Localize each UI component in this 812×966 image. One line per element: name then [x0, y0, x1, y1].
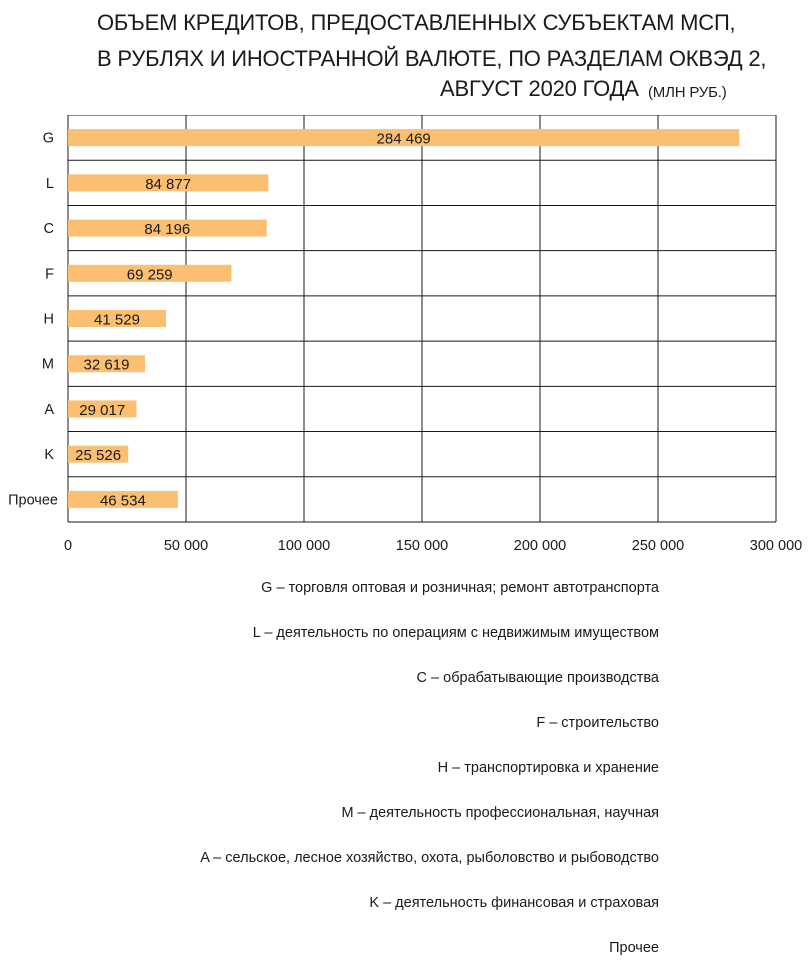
- category-label: C: [43, 221, 54, 238]
- bar-value-label: 84 877: [145, 175, 192, 193]
- legend-item-h: H – транспортировка и хранение: [437, 760, 659, 776]
- title-unit: (МЛН РУБ.): [648, 84, 727, 101]
- legend-item-k: K – деятельность финансовая и страховая: [369, 895, 659, 911]
- x-tick-label: 150 000: [395, 538, 449, 554]
- category-label: H: [43, 311, 54, 328]
- bar-value-label: 69 259: [126, 266, 173, 284]
- title-line-2: В РУБЛЯХ И ИНОСТРАННОЙ ВАЛЮТЕ, ПО РАЗДЕЛАМ ОКВЭД 2,: [97, 46, 767, 71]
- category-label: A: [44, 401, 54, 418]
- bar-value-label: 284 469: [376, 130, 431, 148]
- bar-value-label: 84 196: [144, 221, 191, 239]
- bar-value-label: 29 017: [79, 401, 126, 419]
- bar-value-label: 32 619: [83, 356, 130, 374]
- title-line-1: ОБЪЕМ КРЕДИТОВ, ПРЕДОСТАВЛЕННЫХ СУБЪЕКТАМ МСП,: [97, 10, 736, 35]
- legend-item-a: A – сельское, лесное хозяйство, охота, рыболовство и рыбоводство: [200, 850, 659, 866]
- legend-item-m: M – деятельность профессиональная, научная: [341, 805, 659, 821]
- category-label: K: [44, 447, 54, 464]
- x-tick-label: 250 000: [631, 538, 685, 554]
- legend-item-c: C – обрабатывающие производства: [416, 670, 659, 686]
- x-tick-label: 300 000: [749, 538, 803, 554]
- bar-value-label: 41 529: [94, 311, 140, 329]
- legend-item-other: Прочее: [609, 940, 659, 956]
- category-label: Прочее: [8, 492, 58, 509]
- x-tick-label: 200 000: [513, 538, 567, 554]
- category-label: G: [42, 130, 54, 147]
- category-label: L: [45, 175, 54, 192]
- x-tick-label: 100 000: [277, 538, 331, 554]
- chart-title: [0, 0, 812, 110]
- bar-value-label: 25 526: [75, 447, 122, 465]
- category-label: F: [45, 266, 54, 283]
- bar-value-label: 46 534: [99, 492, 146, 510]
- x-tick-label: 0: [63, 538, 73, 554]
- legend-item-l: L – деятельность по операциям с недвижимым имуществом: [252, 625, 659, 641]
- category-label: M: [41, 356, 54, 373]
- legend-item-g: G – торговля оптовая и розничная; ремонт автотранспорта: [261, 580, 659, 596]
- legend-item-f: F – строительство: [536, 715, 659, 731]
- bar-chart: [0, 115, 812, 565]
- title-line-3: АВГУСТ 2020 ГОДА: [440, 76, 639, 101]
- x-tick-label: 50 000: [163, 538, 209, 554]
